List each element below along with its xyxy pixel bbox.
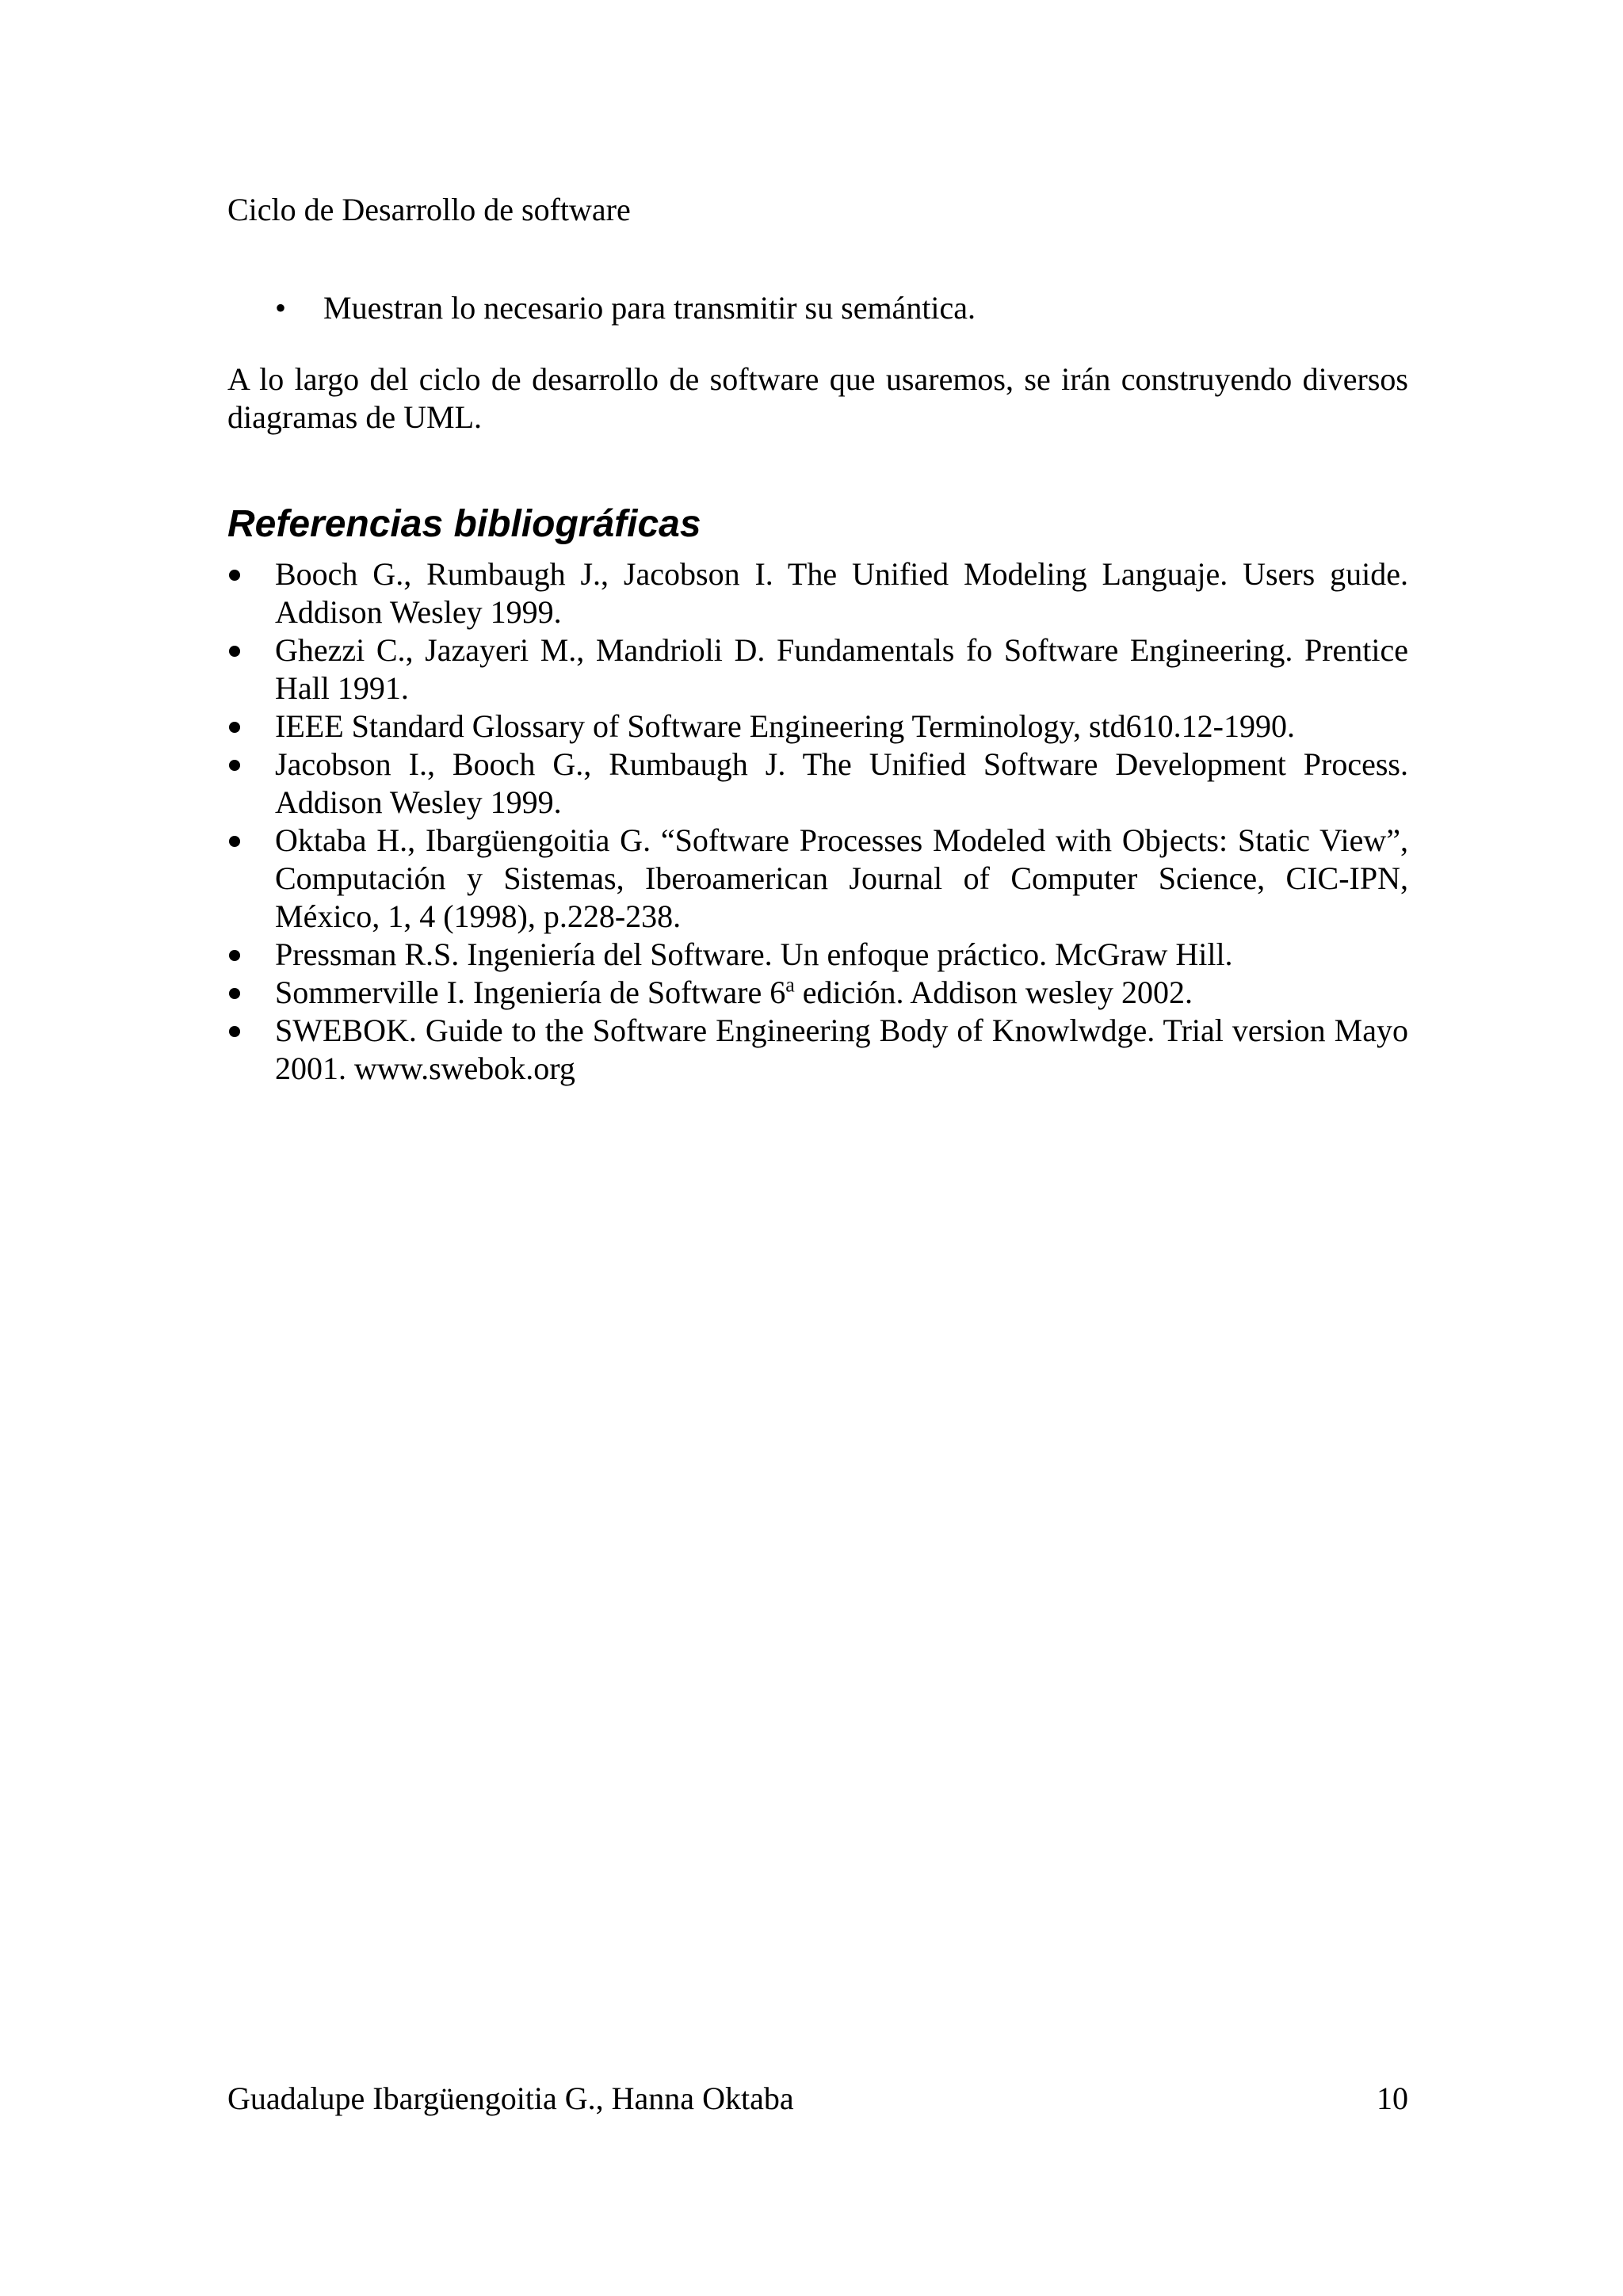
section-heading-references: Referencias bibliográficas xyxy=(227,503,701,545)
reference-text-before: Sommerville I. Ingeniería de Software 6 xyxy=(275,974,786,1010)
reference-list xyxy=(227,555,1408,1088)
reference-text: Ghezzi C., Jazayeri M., Mandrioli D. Fundamentals fo Software Engineering. Prentice Hall 1991. xyxy=(275,632,1408,706)
reference-item xyxy=(227,631,1408,707)
reference-item xyxy=(227,974,1408,1012)
reference-text: Booch G., Rumbaugh J., Jacobson I. The Unified Modeling Languaje. Users guide. Addison Wesley 1999. xyxy=(275,556,1408,630)
reference-text: Oktaba H., Ibargüengoitia G. “Software Processes Modeled with Objects: Static View”, Computación y Sistemas, Iberoamerican Journal of Computer Science, CIC-IPN, México, 1, 4 (1998), p.228-238. xyxy=(275,822,1408,934)
reference-item xyxy=(227,822,1408,936)
footer-page-number: 10 xyxy=(1377,2081,1408,2116)
reference-item xyxy=(227,707,1408,746)
reference-text-after: edición. Addison wesley 2002. xyxy=(794,974,1193,1010)
reference-text: IEEE Standard Glossary of Software Engineering Terminology, std610.12-1990. xyxy=(275,708,1295,744)
reference-text xyxy=(275,974,1193,1010)
reference-text: SWEBOK. Guide to the Software Engineering Body of Knowlwdge. Trial version Mayo 2001. www.swebok.org xyxy=(275,1013,1408,1086)
reference-text: Pressman R.S. Ingeniería del Software. Un enfoque práctico. McGraw Hill. xyxy=(275,936,1233,972)
reference-item xyxy=(227,936,1408,974)
reference-item xyxy=(227,555,1408,631)
reference-item xyxy=(227,1012,1408,1088)
running-header: Ciclo de Desarrollo de software xyxy=(227,192,631,227)
reference-item xyxy=(227,746,1408,822)
ordinal-superscript: a xyxy=(785,973,795,997)
intro-bullet-text: Muestran lo necesario para transmitir su semántica. xyxy=(323,290,976,326)
reference-text: Jacobson I., Booch G., Rumbaugh J. The Unified Software Development Process. Addison Wesley 1999. xyxy=(275,746,1408,820)
intro-paragraph: A lo largo del ciclo de desarrollo de software que usaremos, se irán construyendo diversos diagramas de UML. xyxy=(227,361,1408,435)
footer-authors: Guadalupe Ibargüengoitia G., Hanna Oktaba xyxy=(227,2081,794,2116)
bullet-icon: • xyxy=(275,290,287,326)
